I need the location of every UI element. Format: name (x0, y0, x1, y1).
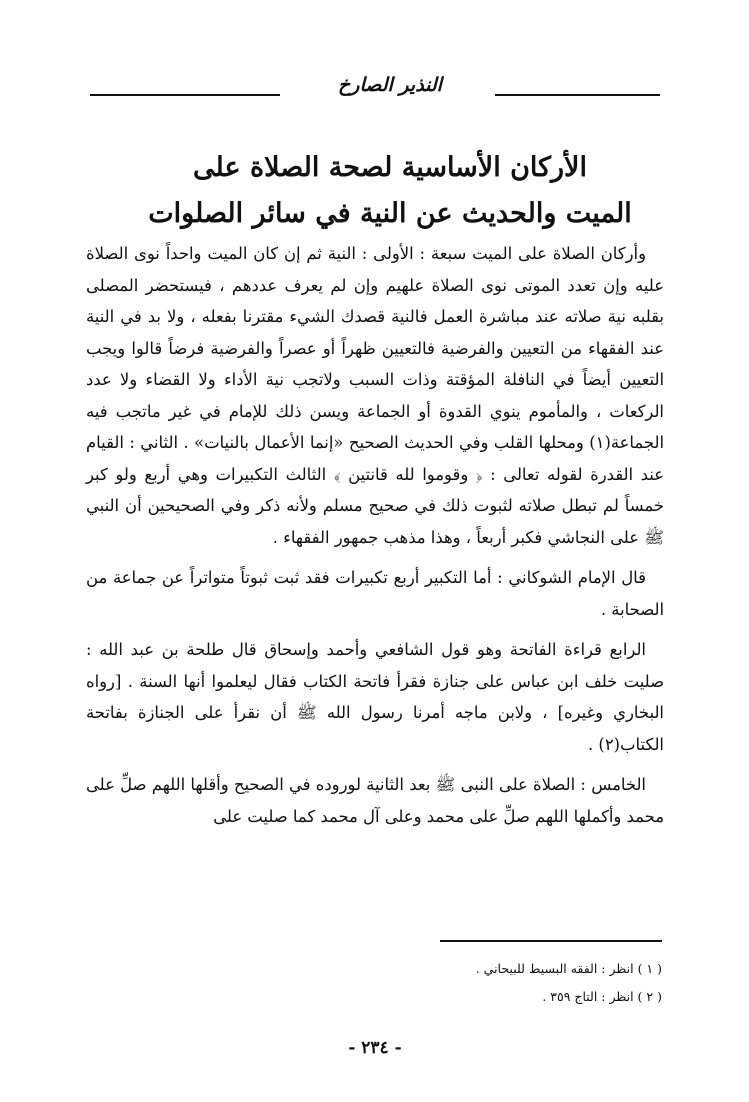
running-head (90, 70, 660, 106)
running-head-title: النذير الصارخ (338, 74, 442, 96)
footnotes (300, 955, 662, 1011)
running-head-rule-left (90, 94, 280, 96)
footnote-divider (440, 940, 662, 942)
chapter-title-line-2: الميت والحديث عن النية في سائر الصلوات (148, 198, 632, 229)
paragraph-3: الرابع قراءة الفاتحة وهو قول الشافعي وأحمد وإسحاق قال طلحة بن عبد الله : صليت خلف ابن عباس على جنازة فقرأ فاتحة الكتاب فقال ليعلموا أنها السنة . [رواه البخاري وغيره] ، ولابن ماجه أمرنا رسول الله ﷺ أن نقرأ على الجنازة بفاتحة الكتاب(٢) . (86, 640, 664, 754)
footnote-1: ( ١ ) انظر : الفقه البسيط للبيحاني . (475, 961, 662, 976)
paragraph-4: الخامس : الصلاة على النبى ﷺ بعد الثانية لوروده في الصحيح وأقلها اللهم صلِّ على محمد وأكملها اللهم صلِّ على محمد وعلى آل محمد كما صليت على (86, 775, 664, 826)
footnote-2: ( ٢ ) انظر : التاج ٣٥٩ . (542, 989, 662, 1004)
paragraph-1: وأركان الصلاة على الميت سبعة : الأولى : النية ثم إن كان الميت واحداً نوى الصلاة عليه وإن تعدد الموتى نوى الصلاة علهيم وإن لم يعرف عددهم ، فيستحضر المصلى بقلبه نية صلاته عند مباشرة العمل فالنية قصدك الشيء مقترنا بفعله ، ولا بد في النية عند الفقهاء من التعيين والفرضية فالتعيين ظهراً أو عصراً والفرضية فرضاً قالوا ويجب التعيين أيضاً في النافلة المؤقتة وذات السبب ولاتجب نية الأداء ولا القضاء ولا عدد الركعات ، والمأموم ينوي القدوة أو الجماعة ويسن ذلك للإمام في غير ماتجب فيه الجماعة(١) ومحلها القلب وفي الحديث الصحيح «إنما الأعمال بالنيات» . الثاني : القيام عند القدرة لقوله تعالى : ﴿ وقوموا لله قانتين ﴾ الثالث التكبيرات وهي أربع ولو كبر خمساً لم تبطل صلاته لثبوت ذلك في صحيح مسلم ولأنه ذكر وفي الصحيحين أن النبي ﷺ على النجاشي فكبر أربعاً ، وهذا مذهب جمهور الفقهاء . (86, 244, 664, 547)
chapter-title (120, 145, 660, 237)
chapter-title-line-1: الأركان الأساسية لصحة الصلاة على (193, 152, 587, 183)
body-text (86, 238, 664, 841)
paragraph-2: قال الإمام الشوكاني : أما التكبير أربع تكبيرات فقد ثبت ثبوتاً متواتراً عن جماعة من الصحابة . (86, 568, 664, 619)
page-number: - ٢٣٤ - (348, 1038, 402, 1058)
running-head-rule-right (495, 94, 660, 96)
